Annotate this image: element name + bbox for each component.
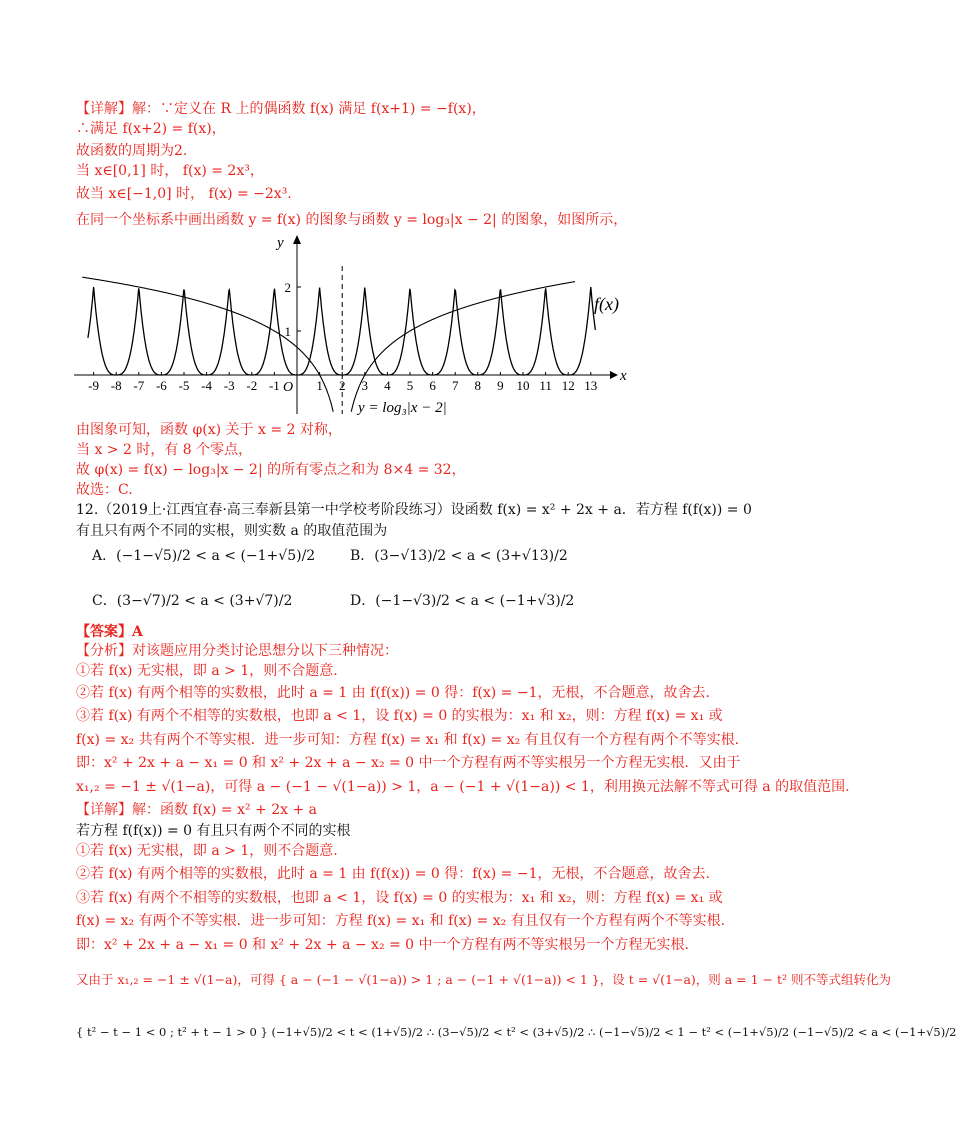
detail2-line9: { t² − t − 1 < 0 ; t² + t − 1 > 0 } (−1+√5)/2 < t < (1+√5)/2 ∴ (3−√5)/2 < t² < (3+√5)/2 ∴ (−1−√5)/2 < 1 − t² < (−1+√5)/2 (−1−√5)/2 < a < (−1+√5)/2: [76, 1025, 956, 1039]
detail1-line1: 【详解】解：∵定义在 R 上的偶函数 f(x) 满足 f(x+1) = −f(x)，: [76, 101, 486, 117]
f-x-curve: [88, 287, 595, 375]
detail1-line2: ∴满足 f(x+2) = f(x)，: [76, 121, 226, 137]
answer: 【答案】A: [76, 624, 143, 640]
x-tick-label: 2: [338, 378, 346, 393]
x-tick-label: 5: [406, 378, 414, 393]
detail2-line1: 【详解】解：函数 f(x) = x² + 2x + a: [76, 802, 318, 818]
x-tick-label: 9: [497, 378, 504, 393]
detail2-line2: 若方程 f(f(x)) = 0 有且只有两个不同的实根: [76, 823, 351, 839]
detail2-line4: ②若 f(x) 有两个相等的实数根，此时 a = 1 由 f(f(x)) = 0 得：f(x) = −1，无根，不合题意，故舍去.: [76, 866, 710, 882]
after-line4: 故选：C.: [76, 482, 133, 498]
x-tick-label: 7: [451, 378, 459, 393]
x-tick-label: 11: [539, 378, 552, 393]
q12-line1: 12.（2019上·江西宜春·高三奉新县第一中学校考阶段练习）设函数 f(x) = x² + 2x + a．若方程 f(f(x)) = 0: [76, 502, 752, 518]
analysis-line2: ①若 f(x) 无实根，即 a > 1，则不合题意.: [76, 663, 338, 679]
detail2-line7: 即：x² + 2x + a − x₁ = 0 和 x² + 2x + a − x₂ = 0 中一个方程有两不等实根另一个方程无实根.: [76, 937, 689, 953]
analysis-line3: ②若 f(x) 有两个相等的实数根，此时 a = 1 由 f(f(x)) = 0 得：f(x) = −1，无根，不合题意，故舍去.: [76, 685, 710, 701]
x-tick-label: 6: [429, 378, 436, 393]
x-tick-label: -3: [223, 378, 235, 393]
detail2-line3: ①若 f(x) 无实根，即 a > 1，则不合题意.: [76, 843, 338, 859]
fx-series-label: f(x): [594, 294, 619, 314]
function-graph: [72, 228, 652, 418]
after-line2: 当 x > 2 时，有 8 个零点，: [76, 442, 253, 458]
detail2-line6: f(x) = x₂ 有两个不等实根．进一步可知：方程 f(x) = x₁ 和 f(x) = x₂ 有且仅有一个方程有两个不等实根.: [76, 913, 726, 929]
x-tick-label: -6: [155, 378, 167, 393]
after-line3: 故 φ(x) = f(x) − log₃|x − 2| 的所有零点之和为 8×4 = 32，: [76, 462, 466, 478]
origin-label: O: [283, 380, 294, 395]
detail2-line8: 又由于 x₁,₂ = −1 ± √(1−a)，可得 { a − (−1 − √(1−a)) > 1 ; a − (−1 + √(1−a)) < 1 }，设 t = √(1−a)，则 a = 1 − t² 则不等式组转化为: [76, 972, 891, 987]
x-tick-label: 8: [474, 378, 482, 393]
x-tick-label: 4: [384, 378, 391, 393]
q12-line2: 有且只有两个不同的实根，则实数 a 的取值范围为: [76, 523, 388, 539]
x-tick-label: 12: [561, 378, 575, 393]
x-tick-label: -9: [88, 378, 100, 393]
analysis-line1: 【分析】对该题应用分类讨论思想分以下三种情况：: [76, 643, 398, 659]
detail1-line5: 故当 x∈[−1,0] 时， f(x) = −2x³.: [76, 186, 292, 202]
analysis-line4: ③若 f(x) 有两个不相等的实数根，也即 a < 1，设 f(x) = 0 的实根为：x₁ 和 x₂，则：方程 f(x) = x₁ 或: [76, 708, 723, 724]
x-tick-label: -4: [201, 378, 213, 393]
detail1-line4: 当 x∈[0,1] 时， f(x) = 2x³，: [76, 163, 264, 179]
x-tick-label: 1: [316, 378, 323, 393]
log-series-label: y = log₃|x − 2|: [358, 400, 447, 416]
x-tick-label: -8: [110, 378, 122, 393]
x-tick-label: -5: [178, 378, 190, 393]
option-d: D．(−1−√3)/2 < a < (−1+√3)/2: [350, 593, 575, 609]
analysis-line6: 即：x² + 2x + a − x₁ = 0 和 x² + 2x + a − x₂ = 0 中一个方程有两不等实根另一个方程无实根．又由于: [76, 755, 741, 771]
x-tick-label: -2: [246, 378, 258, 393]
detail2-line5: ③若 f(x) 有两个不相等的实数根，也即 a < 1，设 f(x) = 0 的实根为：x₁ 和 x₂，则：方程 f(x) = x₁ 或: [76, 890, 723, 906]
after-line1: 由图象可知，函数 φ(x) 关于 x = 2 对称，: [76, 422, 342, 438]
x-tick-label: 10: [516, 378, 530, 393]
option-c: C．(3−√7)/2 < a < (3+√7)/2: [92, 593, 293, 609]
x-tick-label: -1: [268, 378, 280, 393]
y-tick-label: 2: [284, 280, 291, 295]
analysis-line5: f(x) = x₂ 共有两个不等实根．进一步可知：方程 f(x) = x₁ 和 f(x) = x₂ 有且仅有一个方程有两个不等实根.: [76, 732, 740, 748]
x-tick-label: 3: [361, 378, 369, 393]
y-tick-label: 1: [284, 324, 291, 339]
analysis-line7: x₁,₂ = −1 ± √(1−a)，可得 a − (−1 − √(1−a)) > 1，a − (−1 + √(1−a)) < 1，利用换元法解不等式可得 a 的取值范围.: [76, 779, 850, 795]
x-axis-arrow: [610, 371, 618, 379]
detail1-line3: 故函数的周期为2.: [76, 143, 188, 159]
option-b: B．(3−√13)/2 < a < (3+√13)/2: [350, 548, 568, 564]
x-tick-label: 13: [584, 378, 598, 393]
option-a: A．(−1−√5)/2 < a < (−1+√5)/2: [92, 548, 316, 564]
x-tick-label: -7: [133, 378, 145, 393]
y-axis-label: y: [277, 235, 284, 251]
x-axis-label: x: [620, 368, 627, 384]
y-axis-arrow: [293, 235, 301, 244]
detail1-line6: 在同一个坐标系中画出函数 y = f(x) 的图象与函数 y = log₃|x − 2| 的图象，如图所示，: [76, 212, 628, 228]
